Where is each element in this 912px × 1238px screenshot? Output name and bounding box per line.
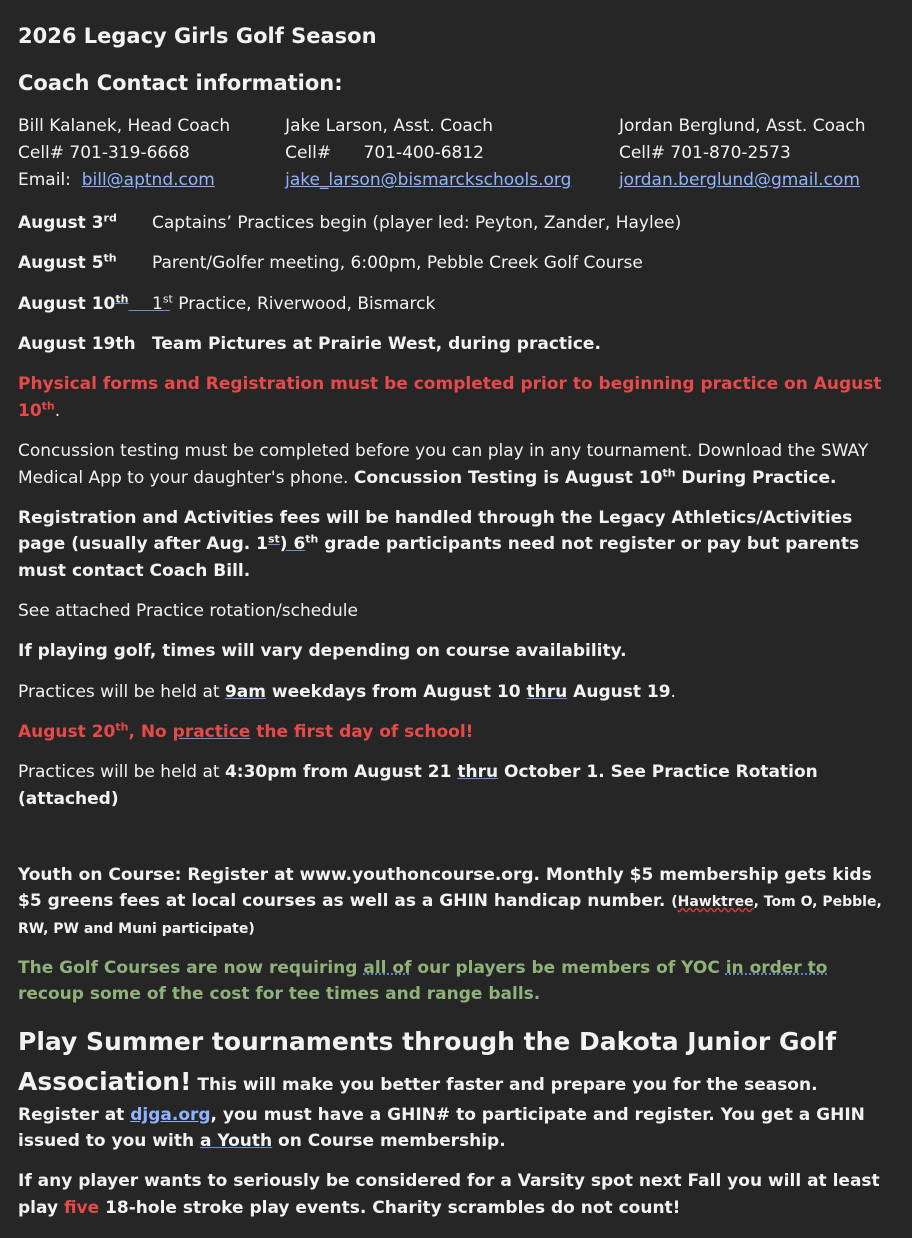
fall-text: 4:30pm from August 21 <box>224 762 458 783</box>
fall-text: October 1. See Practice Rotation (attached) <box>18 762 818 809</box>
coach-asst-1 <box>285 113 619 194</box>
weekday-practice-note <box>18 679 898 705</box>
text-suffix: st <box>162 292 173 306</box>
registration-suffix: st <box>267 532 280 546</box>
summer-tournaments-note <box>18 1022 898 1155</box>
concussion-notice <box>18 438 898 491</box>
contact-heading: Coach Contact information: <box>18 70 343 95</box>
fall-thru: thru <box>457 762 499 783</box>
weekday-text: August 19 <box>567 681 671 702</box>
page-title: 2026 Legacy Girls Golf Season <box>18 24 377 48</box>
date-suffix: th <box>115 292 129 306</box>
summer-text: , you must have a GHIN# to participate and register. You get a GHIN issued to you with <box>18 1104 865 1151</box>
djga-link[interactable]: djga.org <box>130 1104 211 1125</box>
schedule-date: August 19th <box>18 334 136 355</box>
yoc-requirement-note <box>18 955 898 1008</box>
no-practice-text: , No <box>128 721 173 742</box>
schedule-text-prefix: 1 <box>152 293 163 314</box>
email-label: Email: <box>18 170 71 191</box>
coach-cell: Cell# 701-400-6812 <box>285 143 484 164</box>
youth-small-text: , Tom O, Pebble, RW, PW and Muni participate) <box>18 894 882 937</box>
date-suffix: th <box>103 251 117 265</box>
golf-times-note: If playing golf, times will vary depending on course availability. <box>18 641 627 662</box>
registration-notice <box>18 505 898 584</box>
schedule-text: Parent/Golfer meeting, 6:00pm, Pebble Creek Golf Course <box>152 253 643 274</box>
coach-contacts <box>18 113 898 194</box>
coach-cell: Cell# 701-319-6668 <box>18 143 190 164</box>
yoc-text: recoup some of the cost for tee times and range balls. <box>18 984 541 1005</box>
schedule-date: August 10 <box>18 293 116 314</box>
schedule-text: Practice, Riverwood, Bismarck <box>172 293 436 314</box>
summer-text: This will make you better faster and prepare you for the season. Register at <box>18 1074 818 1125</box>
varsity-note <box>18 1168 898 1221</box>
schedule-row <box>18 291 898 317</box>
physical-suffix: th <box>41 399 55 413</box>
coach-email-link[interactable]: bill@aptnd.com <box>81 170 215 191</box>
fall-text: Practices will be held at <box>18 762 225 783</box>
summer-text: on Course membership. <box>272 1131 506 1151</box>
weekday-time: 9am <box>224 681 266 702</box>
yoc-text: The Golf Courses are now requiring <box>18 957 364 978</box>
summer-underlined: a Youth <box>199 1131 273 1151</box>
document <box>18 20 898 1235</box>
weekday-thru: thru <box>526 681 568 702</box>
concussion-bold: Concussion Testing is August 10 <box>353 467 663 488</box>
physical-text: Physical forms and Registration must be completed prior to beginning practice on August 10 <box>18 374 882 421</box>
yoc-word: all of <box>363 957 412 978</box>
date-suffix: rd <box>103 211 117 225</box>
schedule-row <box>18 250 898 276</box>
concussion-bold-end: During Practice. <box>675 467 837 488</box>
youth-small-text: ( <box>671 894 678 911</box>
youth-on-course-note <box>18 862 898 941</box>
youth-small-word: Hawktree <box>677 894 754 911</box>
schedule-date: August 3 <box>18 213 104 234</box>
schedule-row <box>18 331 898 357</box>
physical-end: . <box>54 400 61 421</box>
varsity-text: 18-hole stroke play events. Charity scrambles do not count! <box>99 1197 681 1218</box>
weekday-dot: . <box>670 681 676 702</box>
no-practice-text: the first day of school! <box>250 721 474 742</box>
varsity-five: five <box>63 1197 100 1218</box>
registration-suffix: th <box>305 532 319 546</box>
yoc-text: our players be members of YOC <box>411 957 726 978</box>
registration-text: ) 6 <box>279 534 306 555</box>
no-practice-word: practice <box>172 721 251 742</box>
weekday-text: weekdays from August 10 <box>265 681 527 702</box>
no-practice-notice <box>18 719 898 745</box>
registration-text: grade participants need not register or pay but parents must contact Coach Bill. <box>18 534 860 581</box>
coach-name: Jordan Berglund, Asst. Coach <box>618 116 866 137</box>
concussion-suffix: th <box>662 465 676 479</box>
registration-text: Registration and Activities fees will be handled through the Legacy Athletics/Activities page (usually after Aug. 1 <box>18 507 853 555</box>
coach-head <box>18 113 285 194</box>
no-practice-date: August 20 <box>18 721 116 742</box>
no-practice-suffix: th <box>115 720 129 734</box>
schedule-date: August 5 <box>18 253 104 274</box>
coach-email-link[interactable]: jake_larson@bismarckschools.org <box>285 170 572 191</box>
yoc-word: in order to <box>725 957 828 978</box>
coach-name: Jake Larson, Asst. Coach <box>285 116 493 137</box>
spacer <box>18 826 898 862</box>
coach-name: Bill Kalanek, Head Coach <box>18 116 231 137</box>
schedule-text: Team Pictures at Prairie West, during practice. <box>152 334 601 355</box>
coach-cell: Cell# 701-870-2573 <box>618 143 791 164</box>
summer-heading: Play Summer tournaments through the Dakota Junior Golf Association! <box>18 1026 837 1096</box>
schedule-row <box>18 210 898 236</box>
coach-email-link[interactable]: jordan.berglund@gmail.com <box>618 170 860 191</box>
varsity-text: If any player wants to seriously be considered for a Varsity spot next Fall you will at least play <box>18 1171 880 1218</box>
youth-text: Youth on Course: Register at www.youthoncourse.org. Monthly $5 membership gets kids $5 greens fees at local courses as well as a GHIN handicap number. <box>18 864 872 912</box>
schedule-text: Captains’ Practices begin (player led: Peyton, Zander, Haylee) <box>152 213 682 234</box>
fall-practice-note <box>18 759 898 812</box>
concussion-text: Concussion testing must be completed before you can play in any tournament. Download the SWAY Medical App to your daughter's phone. <box>18 441 869 488</box>
weekday-text: Practices will be held at <box>18 681 225 702</box>
physical-notice <box>18 371 898 424</box>
rotation-note: See attached Practice rotation/schedule <box>18 600 358 621</box>
coach-asst-2 <box>619 113 898 194</box>
